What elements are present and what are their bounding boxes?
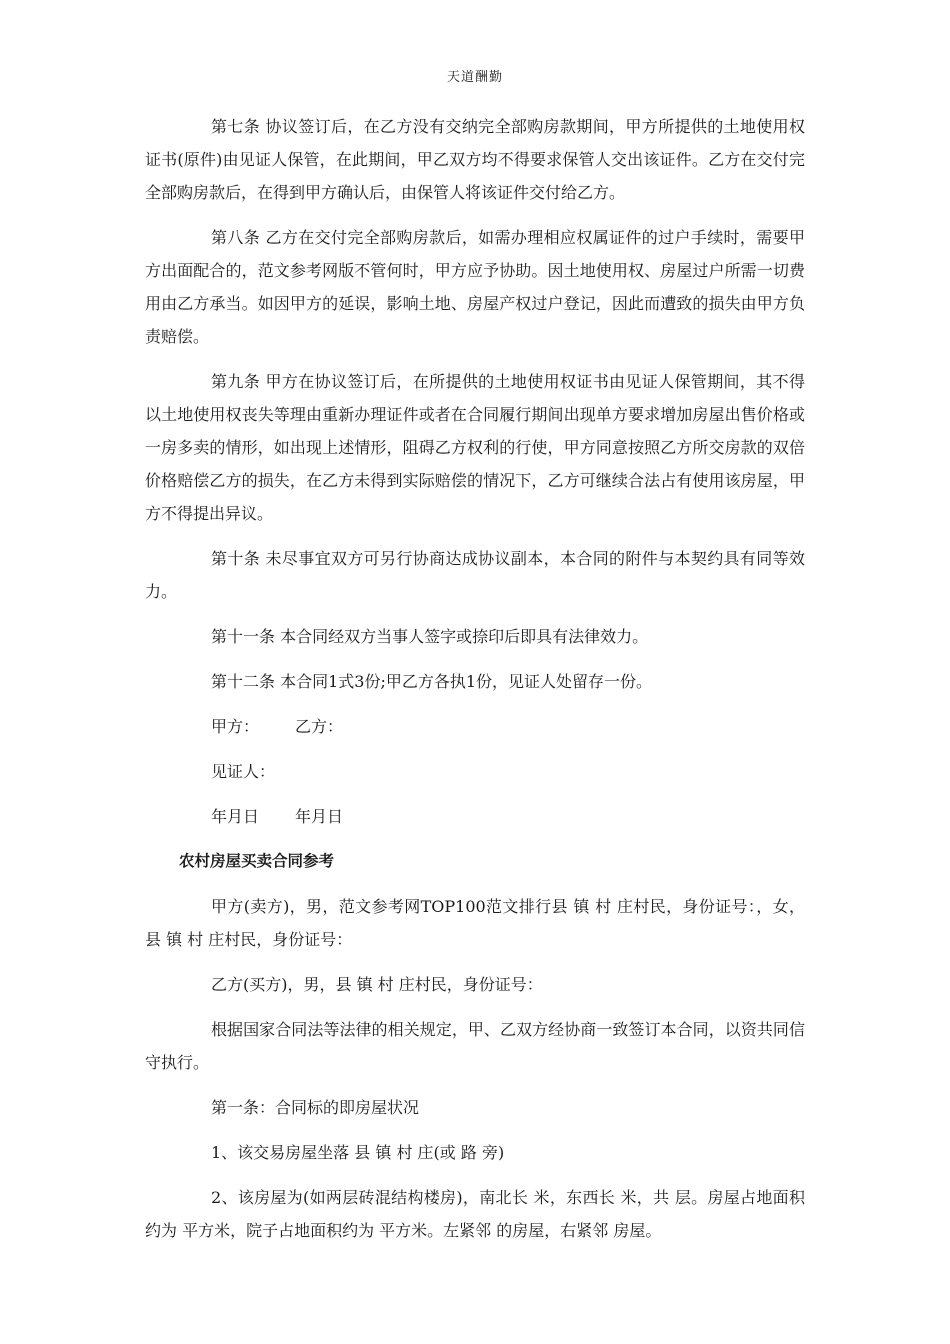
section-heading: 农村房屋买卖合同参考 xyxy=(179,852,335,870)
date-b: 年月日 xyxy=(295,807,344,826)
party-b-info: 乙方(买方)，男，县 镇 村 庄村民，身份证号： xyxy=(211,975,543,994)
clause-2: 2、该房屋为(如两层砖混结构楼房)，南北长 米，东西长 米，共 层。房屋占地面积约为 平方米，院子占地面积约为 平方米。左紧邻 的房屋，右紧邻 房屋。 xyxy=(145,1188,805,1240)
witness-line: 见证人： xyxy=(211,762,276,781)
party-a-info: 甲方(卖方)，男，范文参考网TOP100范文排行县 镇 村 庄村民，身份证号：，女，县 镇 村 庄村民，身份证号： xyxy=(145,897,805,949)
article-9: 第九条 甲方在协议签订后，在所提供的土地使用权证书由见证人保管期间，其不得以土地使用权丧失等理由重新办理证件或者在合同履行期间出现单方要求增加房屋出售价格或一房多卖的情形，如出现上述情形，阻碍乙方权利的行使，甲方同意按照乙方所交房款的双倍价格赔偿乙方的损失，在乙方未得到实际赔偿的情况下，乙方可继续合法占有使用该房屋，甲方不得提出异议。 xyxy=(145,372,805,523)
date-line xyxy=(145,800,805,833)
page-header: 天道酬勤 xyxy=(446,70,503,85)
article-11: 第十一条 本合同经双方当事人签字或捺印后即具有法律效力。 xyxy=(211,627,649,646)
clause-1: 1、该交易房屋坐落 县 镇 村 庄(或 路 旁) xyxy=(211,1143,505,1162)
article-1-title: 第一条：合同标的即房屋状况 xyxy=(211,1098,420,1117)
article-8: 第八条 乙方在交付完全部购房款后，如需办理相应权属证件的过户手续时，需要甲方出面配合的，范文参考网版不管何时，甲方应予协助。因土地使用权、房屋过户所需一切费用由乙方承当。如因甲方的延误，影响土地、房屋产权过户登记，因此而遭致的损失由甲方负责赔偿。 xyxy=(145,228,805,346)
article-10: 第十条 未尽事宜双方可另行协商达成协议副本，本合同的附件与本契约具有同等效力。 xyxy=(145,549,805,601)
preamble: 根据国家合同法等法律的相关规定，甲、乙双方经协商一致签订本合同，以资共同信守执行。 xyxy=(145,1020,805,1072)
party-a-label: 甲方： xyxy=(211,717,260,736)
signature-line xyxy=(145,710,805,743)
article-12: 第十二条 本合同1式3份;甲乙方各执1份，见证人处留存一份。 xyxy=(211,672,653,691)
document-body xyxy=(145,110,805,1247)
party-b-label: 乙方： xyxy=(295,717,344,736)
article-7: 第七条 协议签订后，在乙方没有交纳完全部购房款期间，甲方所提供的土地使用权证书(原件)由见证人保管，在此期间，甲乙双方均不得要求保管人交出该证件。乙方在交付完全部购房款后，在得到甲方确认后，由保管人将该证件交付给乙方。 xyxy=(145,117,805,202)
date-a: 年月日 xyxy=(211,807,260,826)
